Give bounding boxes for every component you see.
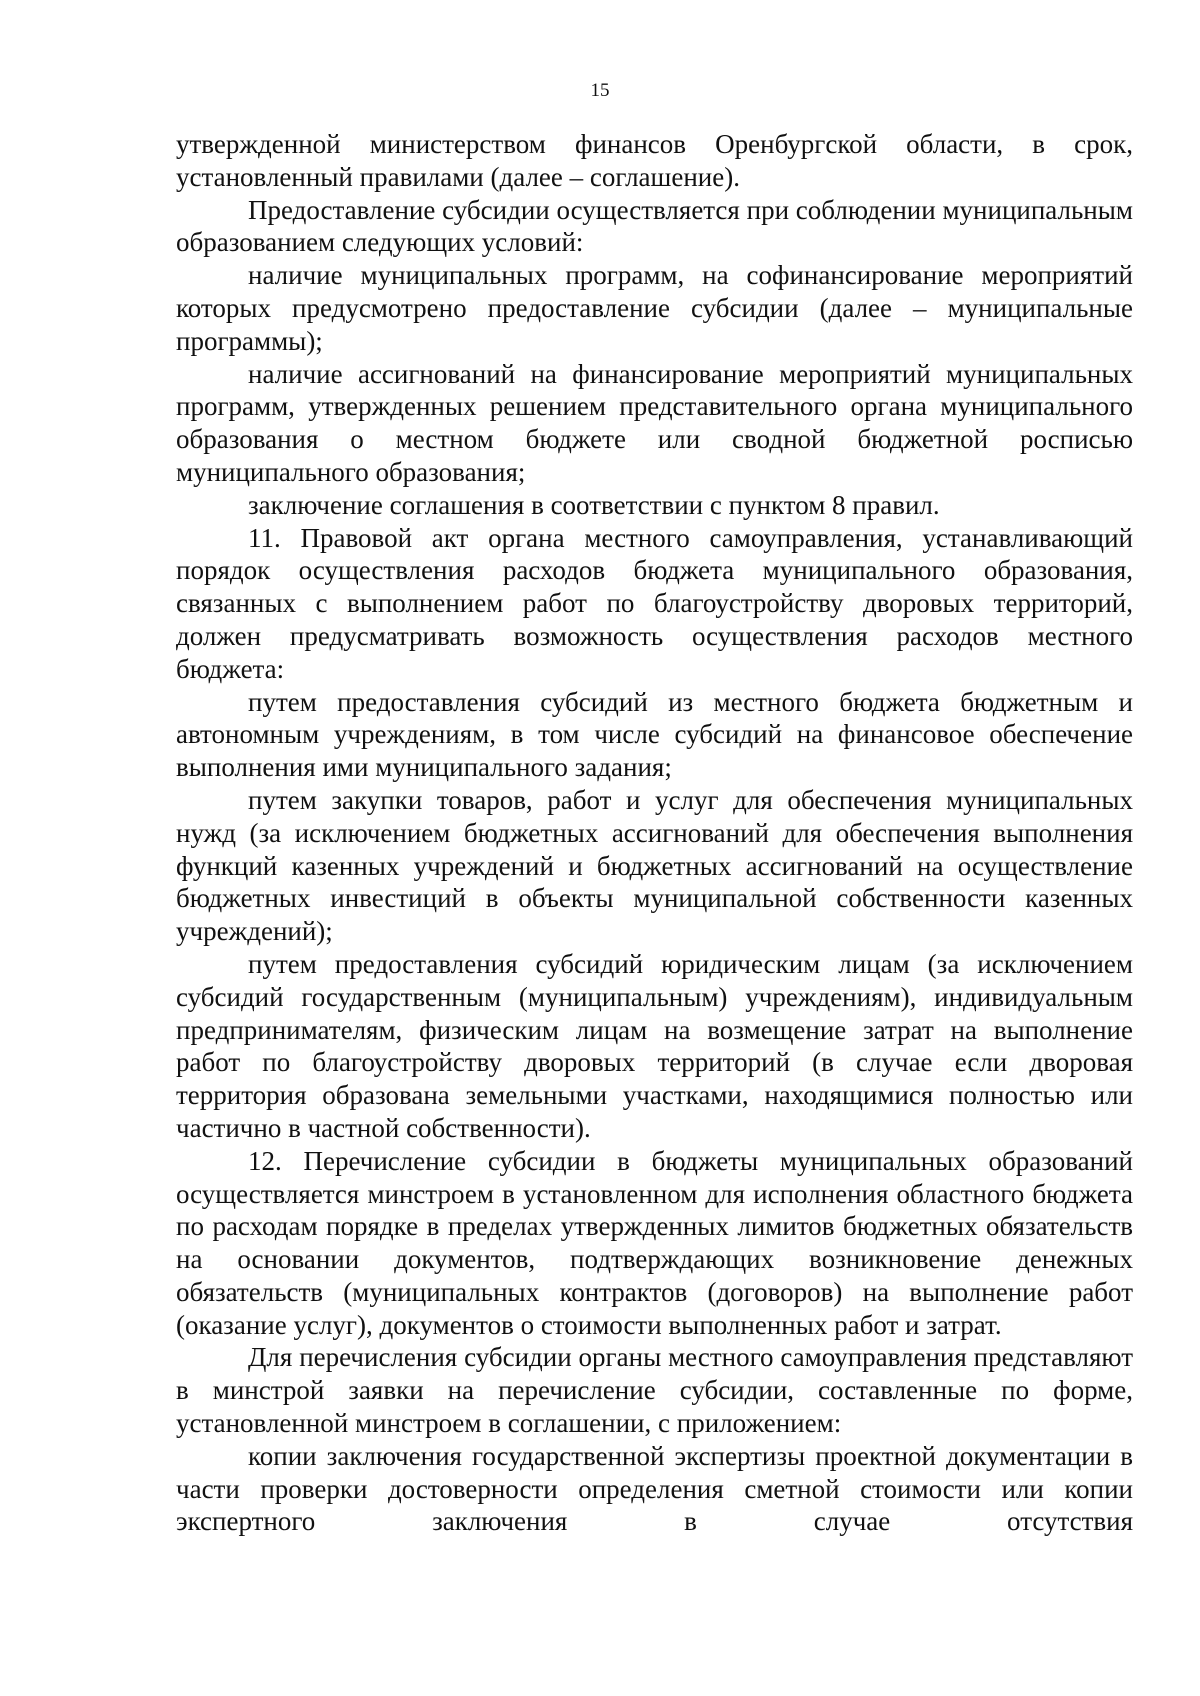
paragraph-8: путем закупки товаров, работ и услуг для обеспечения муниципальных нужд (за исключением бюджетных ассигнований для обеспечения выполнения функций казенных учреждений и бюджетных ассигнований на осуществление бюджетных инвестиций в объекты муниципальной собственности казенных учреждений); — [176, 784, 1133, 947]
paragraph-4: наличие ассигнований на финансирование мероприятий муниципальных программ, утвержденных решением представительного органа муниципального образования о местном бюджете или сводной бюджетной росписью муниципального образования; — [176, 358, 1133, 487]
paragraph-2: Предоставление субсидии осуществляется при соблюдении муниципальным образованием следующих условий: — [176, 194, 1133, 258]
document-body — [176, 128, 1133, 1538]
paragraph-1: утвержденной министерством финансов Оренбургской области, в срок, установленный правилами (далее – соглашение). — [176, 129, 1133, 192]
paragraph-5: заключение соглашения в соответствии с пунктом 8 правил. — [248, 489, 940, 520]
paragraph-10: 12. Перечисление субсидии в бюджеты муниципальных образований осуществляется минстроем в установленном для исполнения областного бюджета по расходам порядке в пределах утвержденных лимитов бюджетных обязательств на основании документов, подтверждающих возникновение денежных обязательств (муниципальных контрактов (договоров) на выполнение работ (оказание услуг), документов о стоимости выполненных работ и затрат. — [176, 1145, 1133, 1340]
page-number: 15 — [590, 80, 610, 101]
paragraph-12: копии заключения государственной экспертизы проектной документации в части проверки достоверности определения сметной стоимости или копии экспертного заключения в случае отсутствия — [176, 1440, 1133, 1537]
paragraph-7: путем предоставления субсидий из местного бюджета бюджетным и автономным учреждениям, в том числе субсидий на финансовое обеспечение выполнения ими муниципального задания; — [176, 686, 1133, 783]
paragraph-3: наличие муниципальных программ, на софинансирование мероприятий которых предусмотрено предоставление субсидии (далее – муниципальные программы); — [176, 260, 1133, 356]
paragraph-11: Для перечисления субсидии органы местного самоуправления представляют в минстрой заявки на перечисление субсидии, составленные по форме, установленной минстроем в соглашении, с приложением: — [176, 1342, 1133, 1439]
paragraph-6: 11. Правовой акт органа местного самоуправления, устанавливающий порядок осуществления расходов бюджета муниципального образования, связанных с выполнением работ по благоустройству дворовых территорий, должен предусматривать возможность осуществления расходов местного бюджета: — [176, 522, 1133, 684]
paragraph-9: путем предоставления субсидий юридическим лицам (за исключением субсидий государственным (муниципальным) учреждениям), индивидуальным предпринимателям, физическим лицам на возмещение затрат на выполнение работ по благоустройству дворовых территорий (в случае если дворовая территория образована земельными участками, находящимися полностью или частично в частной собственности). — [176, 948, 1133, 1143]
